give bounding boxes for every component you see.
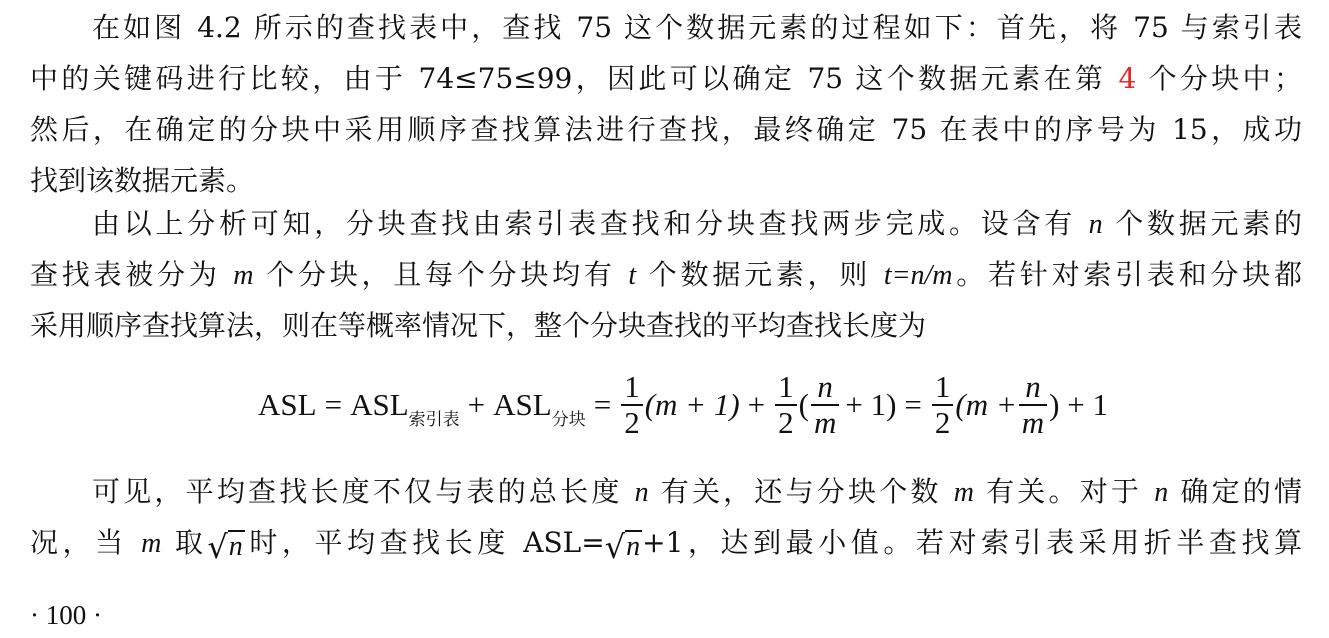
text-span: 况，当: [30, 526, 142, 559]
text-span: 个分块中；: [1136, 62, 1303, 95]
paragraph-analysis: [30, 198, 1302, 351]
formula-operator: =: [324, 387, 343, 422]
formula-term: (: [798, 387, 809, 422]
sqrt-n: [605, 530, 642, 564]
fraction: [932, 370, 954, 440]
fraction: [1019, 370, 1047, 440]
text-span: 有关。对于: [973, 475, 1155, 508]
page-number: · 100 ·: [30, 600, 102, 630]
formula-symbol: ASL: [350, 387, 409, 422]
text-span: 有关，还与分块个数: [648, 475, 954, 508]
text-span: 查找表被分为: [30, 258, 234, 291]
math-variable: m: [953, 477, 974, 508]
formula-symbol: ASL: [258, 387, 317, 422]
text-line: [30, 249, 1302, 300]
numerator: 1: [624, 369, 640, 404]
denominator: 2: [621, 404, 643, 440]
math-variable: n: [1154, 477, 1169, 508]
radical-sign: √: [604, 528, 626, 566]
numerator: 1: [934, 369, 951, 404]
fraction: [811, 370, 839, 440]
denominator: m: [1019, 404, 1047, 440]
numerator: n: [1025, 369, 1041, 404]
math-variable: n: [1088, 209, 1103, 240]
text-span: 由以上分析可知，分块查找由索引表查找和分块查找两步完成。设含有: [92, 207, 1089, 240]
math-variable: m: [233, 260, 254, 291]
asl-formula: [258, 366, 1108, 444]
text-span: 确定的情: [1168, 475, 1302, 508]
fraction: [621, 370, 643, 440]
math-variable: t: [628, 260, 637, 291]
text-line: [30, 517, 1302, 568]
text-line: 采用顺序查找算法，则在等概率情况下，整个分块查找的平均查找长度为: [30, 309, 927, 342]
text-span: 取: [161, 526, 208, 559]
text-span: 中的关键码进行比较，由于 74≤75≤99，因此可以确定 75 这个数据元素在第: [30, 62, 1119, 95]
text-span: 时，平均查找长度 ASL=: [244, 526, 605, 559]
radicand: n: [626, 531, 641, 562]
formula-term: ) + 1: [1049, 387, 1108, 422]
formula-operator: =: [593, 387, 612, 422]
text-span: 个数据元素，则: [636, 258, 884, 291]
fraction: [775, 370, 797, 440]
formula-operator: +: [747, 387, 766, 422]
radicand: n: [228, 531, 243, 562]
denominator: 2: [775, 404, 797, 440]
formula-term: (m + 1): [644, 387, 740, 422]
formula-operator: +: [467, 387, 486, 422]
formula-subscript: 分块: [551, 409, 586, 430]
paragraph-search-example: [30, 2, 1302, 206]
formula-term: + 1): [845, 387, 897, 422]
paragraph-conclusion: [30, 466, 1302, 568]
block-number-highlight: 4: [1118, 62, 1137, 95]
text-line: [30, 466, 1302, 517]
text-span: 可见，平均查找长度不仅与表的总长度: [92, 475, 635, 508]
text-line: 在如图 4.2 所示的查找表中，查找 75 这个数据元素的过程如下：首先，将 75 与索引表: [92, 11, 1302, 44]
math-variable: m: [141, 528, 162, 559]
text-span: 。若针对索引表和分块都: [952, 258, 1302, 291]
math-variable: n: [634, 477, 649, 508]
text-line: [30, 53, 1302, 104]
formula-symbol: ASL: [493, 387, 552, 422]
numerator: n: [817, 369, 833, 404]
denominator: m: [811, 404, 839, 440]
formula-subscript: 索引表: [408, 409, 460, 430]
denominator: 2: [932, 404, 954, 440]
radical-sign: √: [207, 528, 228, 566]
formula-term: (m +: [955, 387, 1017, 422]
text-line: 然后，在确定的分块中采用顺序查找算法进行查找，最终确定 75 在表中的序号为 15，成功: [30, 113, 1302, 146]
sqrt-n: [207, 530, 244, 564]
text-span: +1，达到最小值。若对索引表采用折半查找算: [642, 526, 1303, 559]
formula-operator: =: [904, 387, 922, 422]
text-line: [30, 198, 1302, 249]
math-expression: t=n/m: [883, 260, 953, 291]
text-line: 找到该数据元素。: [30, 164, 255, 197]
numerator: 1: [778, 369, 794, 404]
text-span: 个分块，且每个分块均有: [253, 258, 629, 291]
text-span: 个数据元素的: [1102, 207, 1303, 240]
